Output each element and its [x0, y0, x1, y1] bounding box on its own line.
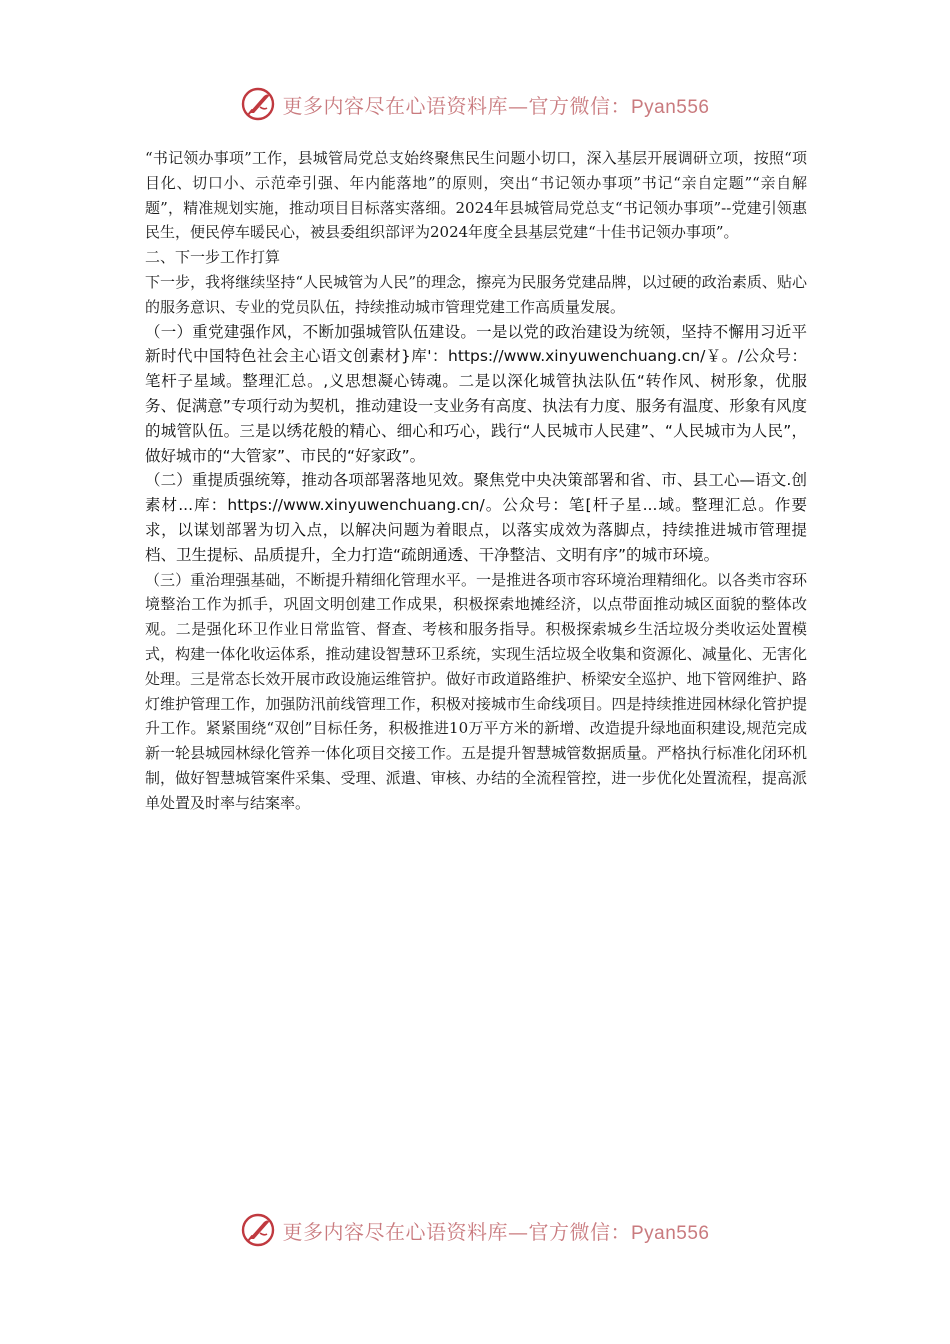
document-body	[145, 146, 807, 816]
paragraph-secretary-project: “书记领办事项”工作，县城管局党总支始终聚焦民生问题小切口，深入基层开展调研立项，按照“项目化、切口小、示范牵引强、年内能落地”的原则，突出“书记领办事项”书记“亲自定题”“亲自解题”，精准规划实施，推动项目目标落实落细。2024年县城管局党总支“书记领办事项”--党建引领惠民生，便民停车暖民心，被县委组织部评为2024年度全县基层党建“十佳书记领办事项”。	[145, 149, 807, 242]
quill-pen-logo-icon	[240, 1212, 276, 1248]
header-banner	[0, 84, 950, 124]
footer-banner	[0, 1210, 950, 1250]
paragraph-item-one: （一）重党建强作风，不断加强城管队伍建设。一是以党的政治建设为统领，坚持不懈用习近平新时代中国特色社会主心语文创素材}库'：https://www.xinyuwenchuang.cn/￥。/公众号：笔杆子星域。整理汇总。,义思想凝心铸魂。二是以深化城管执法队伍“转作风、树形象，优服务、促满意”专项行动为契机，推动建设一支业务有高度、执法有力度、服务有温度、形象有风度的城管队伍。三是以绣花般的精心、细心和巧心，践行“人民城市人民建”、“人民城市为人民”，做好城市的“大管家”、市民的“好家政”。	[145, 322, 807, 465]
section-heading-next-steps: 二、下一步工作打算	[145, 248, 281, 267]
paragraph-item-two: （二）重提质强统筹，推动各项部署落地见效。聚焦党中央决策部署和省、市、县工心—语文.创素材...库：https://www.xinyuwenchuang.cn/。公众号：笔[杆子星...域。整理汇总。作要求，以谋划部署为切入点，以解决问题为着眼点，以落实成效为落脚点，持续推进城市管理提档、卫生提标、品质提升，全力打造“疏朗通透、干净整洁、文明有序”的城市环境。	[145, 471, 807, 564]
quill-pen-logo-icon	[240, 86, 276, 122]
banner-text: 更多内容尽在心语资料库—官方微信：Pyan556	[282, 1219, 710, 1244]
banner-text: 更多内容尽在心语资料库—官方微信：Pyan556	[282, 93, 710, 118]
wechat-id: Pyan556	[630, 96, 710, 118]
paragraph-next-steps-intro: 下一步，我将继续坚持“人民城管为人民”的理念，擦亮为民服务党建品牌，以过硬的政治素质、贴心的服务意识、专业的党员队伍，持续推动城市管理党建工作高质量发展。	[145, 272, 807, 316]
paragraph-item-three: （三）重治理强基础，不断提升精细化管理水平。一是推进各项市容环境治理精细化。以各类市容环境整治工作为抓手，巩固文明创建工作成果，积极探索地摊经济，以点带面推动城区面貌的整体改观。二是强化环卫作业日常监管、督查、考核和服务指导。积极探索城乡生活垃圾分类收运处置模式，构建一体化收运体系，推动建设智慧环卫系统，实现生活垃圾全收集和资源化、减量化、无害化处理。三是常态长效开展市政设施运维管护。做好市政道路维护、桥梁安全巡护、地下管网维护、路灯维护管理工作，加强防汛前线管理工作，积极对接城市生命线项目。四是持续推进园林绿化管护提升工作。紧紧围绕“双创”目标任务，积极推进10万平方米的新增、改造提升绿地面积建设,规范完成新一轮县城园林绿化管养一体化项目交接工作。五是提升智慧城管数据质量。严格执行标准化闭环机制，做好智慧城管案件采集、受理、派遣、审核、办结的全流程管控，进一步优化处置流程，提高派单处置及时率与结案率。	[145, 570, 807, 812]
wechat-id: Pyan556	[630, 1222, 710, 1244]
